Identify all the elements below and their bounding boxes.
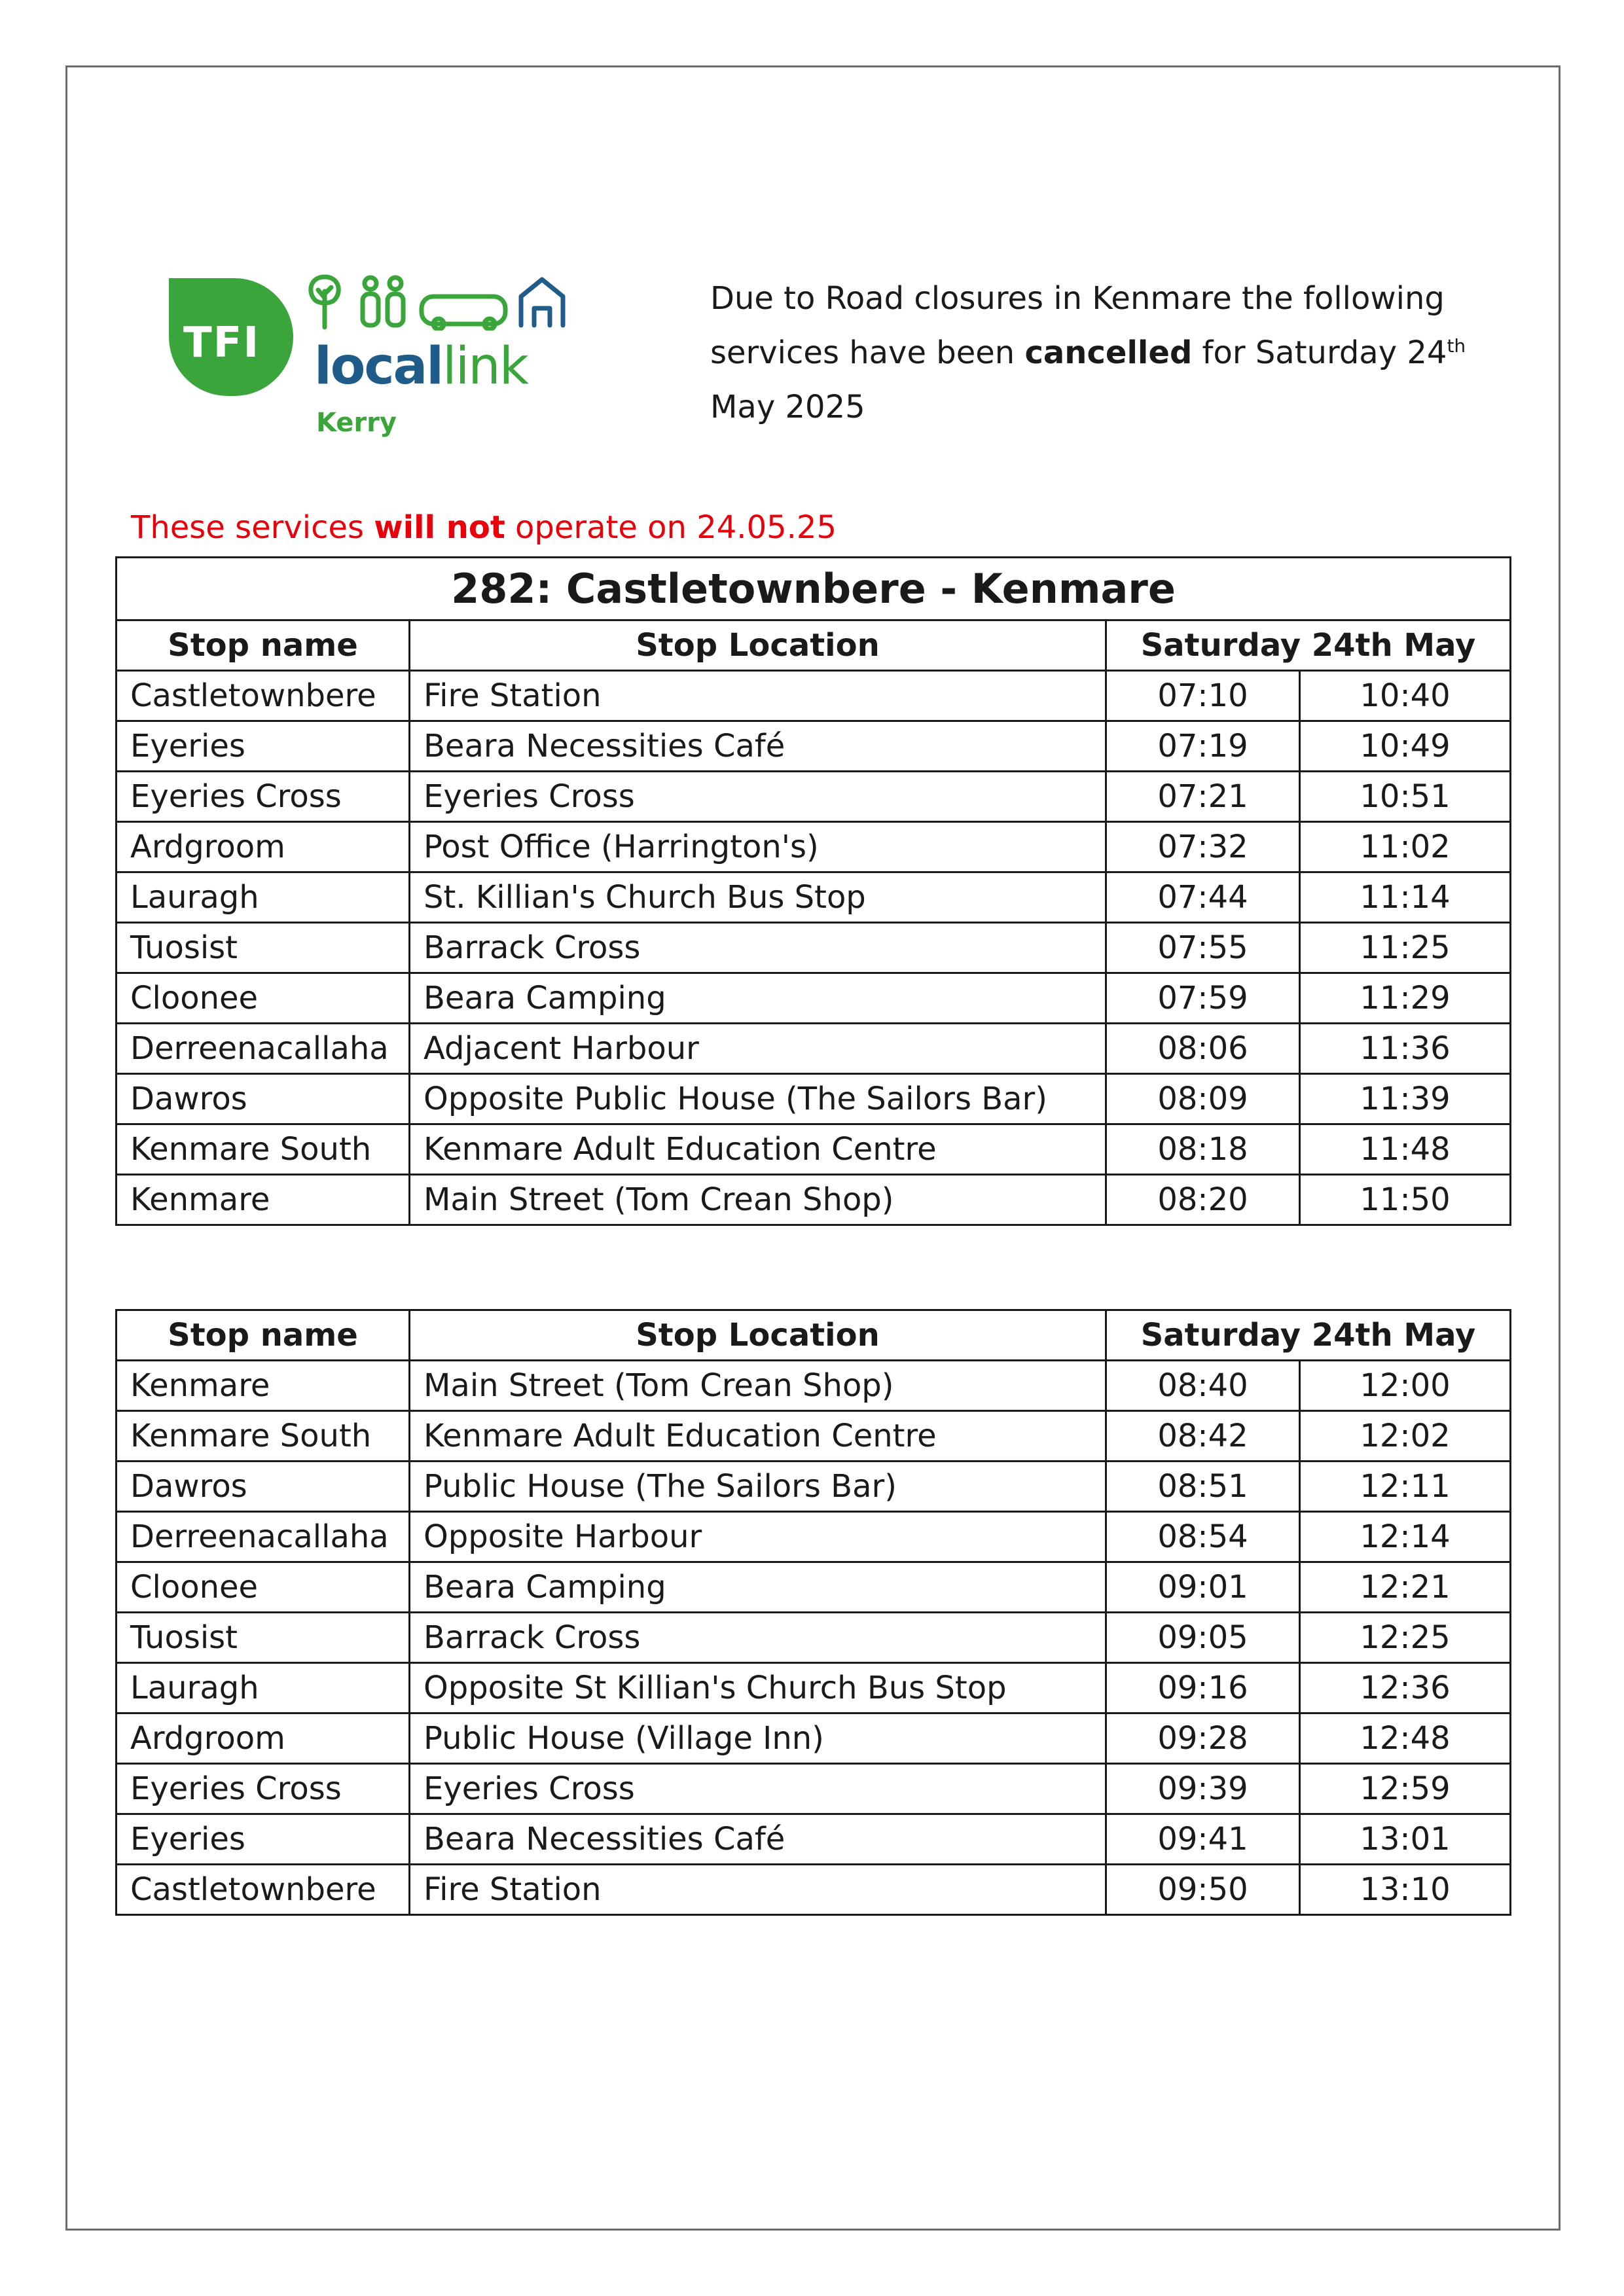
stop-location-cell: Beara Camping [410, 1562, 1106, 1613]
stop-location-cell: Main Street (Tom Crean Shop) [410, 1361, 1106, 1411]
notice-text-2: for Saturday 24 [1192, 334, 1447, 371]
departure-time-1: 08:54 [1106, 1512, 1300, 1562]
stop-name-cell: Tuosist [117, 1613, 410, 1663]
stop-name-cell: Kenmare South [117, 1124, 410, 1175]
closure-notice [710, 272, 1496, 435]
tfi-badge-text: TFI [183, 319, 261, 367]
bus-icon [422, 296, 505, 329]
stop-location-cell: Beara Necessities Café [410, 721, 1106, 772]
departure-time-1: 08:42 [1106, 1411, 1300, 1462]
table-row [117, 1074, 1511, 1124]
departure-time-2: 11:14 [1300, 872, 1511, 923]
stop-name-cell: Tuosist [117, 923, 410, 973]
departure-time-2: 12:02 [1300, 1411, 1511, 1462]
stop-name-cell: Derreenacallaha [117, 1024, 410, 1074]
table-row [117, 1663, 1511, 1713]
tfi-badge [169, 278, 293, 396]
stop-name-cell: Lauragh [117, 1663, 410, 1713]
notice-cancelled: cancelled [1024, 334, 1193, 371]
departure-time-1: 09:39 [1106, 1764, 1300, 1814]
stop-name-cell: Castletownbere [117, 1865, 410, 1915]
logo-county: Kerry [316, 408, 397, 438]
stop-location-cell: Barrack Cross [410, 923, 1106, 973]
stop-name-cell: Castletownbere [117, 671, 410, 721]
departure-time-2: 10:40 [1300, 671, 1511, 721]
table-row [117, 1175, 1511, 1225]
table-row [117, 973, 1511, 1024]
timetable-return [115, 1309, 1511, 1916]
stop-name-cell: Kenmare [117, 1175, 410, 1225]
departure-time-2: 12:00 [1300, 1361, 1511, 1411]
notice-text-1: Due to Road closures in Kenmare the following services have been [710, 280, 1445, 371]
departure-time-2: 10:49 [1300, 721, 1511, 772]
table-row [117, 1613, 1511, 1663]
stop-location-cell: Fire Station [410, 671, 1106, 721]
departure-time-2: 11:29 [1300, 973, 1511, 1024]
stop-location-cell: Post Office (Harrington's) [410, 822, 1106, 872]
departure-time-2: 13:10 [1300, 1865, 1511, 1915]
departure-time-1: 08:09 [1106, 1074, 1300, 1124]
warning-post: operate on 24.05.25 [505, 509, 837, 546]
stop-name-cell: Dawros [117, 1462, 410, 1512]
departure-time-1: 09:50 [1106, 1865, 1300, 1915]
stop-name-cell: Dawros [117, 1074, 410, 1124]
stop-name-cell: Eyeries [117, 721, 410, 772]
stop-location-cell: Kenmare Adult Education Centre [410, 1124, 1106, 1175]
departure-time-1: 09:16 [1106, 1663, 1300, 1713]
stop-location-cell: Opposite St Killian's Church Bus Stop [410, 1663, 1106, 1713]
header-date: Saturday 24th May [1106, 1310, 1511, 1361]
departure-time-2: 11:25 [1300, 923, 1511, 973]
departure-time-2: 12:11 [1300, 1462, 1511, 1512]
table-row [117, 772, 1511, 822]
departure-time-2: 11:48 [1300, 1124, 1511, 1175]
stop-name-cell: Eyeries [117, 1814, 410, 1865]
table-row [117, 1865, 1511, 1915]
departure-time-1: 08:40 [1106, 1361, 1300, 1411]
timetable-outbound [115, 556, 1511, 1226]
stop-location-cell: Fire Station [410, 1865, 1106, 1915]
table-row [117, 1462, 1511, 1512]
stop-location-cell: Beara Camping [410, 973, 1106, 1024]
route-title: 282: Castletownbere - Kenmare [117, 558, 1511, 620]
departure-time-2: 12:48 [1300, 1713, 1511, 1764]
table-row [117, 872, 1511, 923]
warning-pre: These services [131, 509, 374, 546]
logo-icons [305, 272, 567, 331]
stop-location-cell: St. Killian's Church Bus Stop [410, 872, 1106, 923]
header-date: Saturday 24th May [1106, 620, 1511, 671]
departure-time-2: 12:25 [1300, 1613, 1511, 1663]
notice-sup: th [1447, 335, 1466, 357]
departure-time-1: 07:55 [1106, 923, 1300, 973]
stop-name-cell: Kenmare South [117, 1411, 410, 1462]
stop-name-cell: Cloonee [117, 973, 410, 1024]
stop-location-cell: Beara Necessities Café [410, 1814, 1106, 1865]
stop-location-cell: Public House (Village Inn) [410, 1713, 1106, 1764]
departure-time-2: 12:14 [1300, 1512, 1511, 1562]
stop-name-cell: Lauragh [117, 872, 410, 923]
table-row [117, 1361, 1511, 1411]
logo-wordmark [314, 337, 528, 396]
table-row [117, 1411, 1511, 1462]
departure-time-2: 13:01 [1300, 1814, 1511, 1865]
departure-time-2: 11:50 [1300, 1175, 1511, 1225]
table-row [117, 822, 1511, 872]
table-row [117, 1024, 1511, 1074]
stop-location-cell: Adjacent Harbour [410, 1024, 1106, 1074]
logo-wordmark-local: local [314, 337, 442, 396]
departure-time-2: 12:36 [1300, 1663, 1511, 1713]
people-icon [363, 278, 403, 325]
stop-location-cell: Kenmare Adult Education Centre [410, 1411, 1106, 1462]
departure-time-1: 07:32 [1106, 822, 1300, 872]
stop-name-cell: Ardgroom [117, 822, 410, 872]
stop-name-cell: Eyeries Cross [117, 1764, 410, 1814]
departure-time-2: 12:21 [1300, 1562, 1511, 1613]
header-stop-location: Stop Location [410, 620, 1106, 671]
departure-time-2: 10:51 [1300, 772, 1511, 822]
stop-name-cell: Ardgroom [117, 1713, 410, 1764]
departure-time-1: 07:59 [1106, 973, 1300, 1024]
header-stop-name: Stop name [117, 1310, 410, 1361]
tree-icon [311, 277, 338, 327]
departure-time-1: 07:21 [1106, 772, 1300, 822]
departure-time-1: 09:05 [1106, 1613, 1300, 1663]
departure-time-1: 09:01 [1106, 1562, 1300, 1613]
tfi-local-link-logo [169, 272, 575, 448]
departure-time-1: 09:41 [1106, 1814, 1300, 1865]
stop-name-cell: Kenmare [117, 1361, 410, 1411]
table-row [117, 671, 1511, 721]
stop-location-cell: Opposite Public House (The Sailors Bar) [410, 1074, 1106, 1124]
stop-name-cell: Eyeries Cross [117, 772, 410, 822]
stop-location-cell: Public House (The Sailors Bar) [410, 1462, 1106, 1512]
table-row [117, 721, 1511, 772]
departure-time-1: 07:19 [1106, 721, 1300, 772]
cancellation-warning [131, 509, 837, 546]
departure-time-1: 09:28 [1106, 1713, 1300, 1764]
table-row [117, 1713, 1511, 1764]
stop-location-cell: Barrack Cross [410, 1613, 1106, 1663]
logo-wordmark-link: link [442, 337, 528, 396]
stop-location-cell: Eyeries Cross [410, 1764, 1106, 1814]
departure-time-2: 11:39 [1300, 1074, 1511, 1124]
table-row [117, 1814, 1511, 1865]
departure-time-1: 08:06 [1106, 1024, 1300, 1074]
departure-time-1: 07:10 [1106, 671, 1300, 721]
stop-name-cell: Cloonee [117, 1562, 410, 1613]
stop-location-cell: Eyeries Cross [410, 772, 1106, 822]
table-row [117, 1562, 1511, 1613]
departure-time-2: 11:02 [1300, 822, 1511, 872]
header-stop-location: Stop Location [410, 1310, 1106, 1361]
header-stop-name: Stop name [117, 620, 410, 671]
table-row [117, 1124, 1511, 1175]
stop-name-cell: Derreenacallaha [117, 1512, 410, 1562]
departure-time-1: 07:44 [1106, 872, 1300, 923]
house-icon [521, 279, 563, 325]
table-row [117, 1512, 1511, 1562]
table-row [117, 1764, 1511, 1814]
notice-text-3: May 2025 [710, 389, 865, 425]
departure-time-2: 11:36 [1300, 1024, 1511, 1074]
departure-time-1: 08:51 [1106, 1462, 1300, 1512]
departure-time-1: 08:18 [1106, 1124, 1300, 1175]
departure-time-1: 08:20 [1106, 1175, 1300, 1225]
warning-bold: will not [374, 509, 505, 546]
stop-location-cell: Main Street (Tom Crean Shop) [410, 1175, 1106, 1225]
table-row [117, 923, 1511, 973]
stop-location-cell: Opposite Harbour [410, 1512, 1106, 1562]
departure-time-2: 12:59 [1300, 1764, 1511, 1814]
